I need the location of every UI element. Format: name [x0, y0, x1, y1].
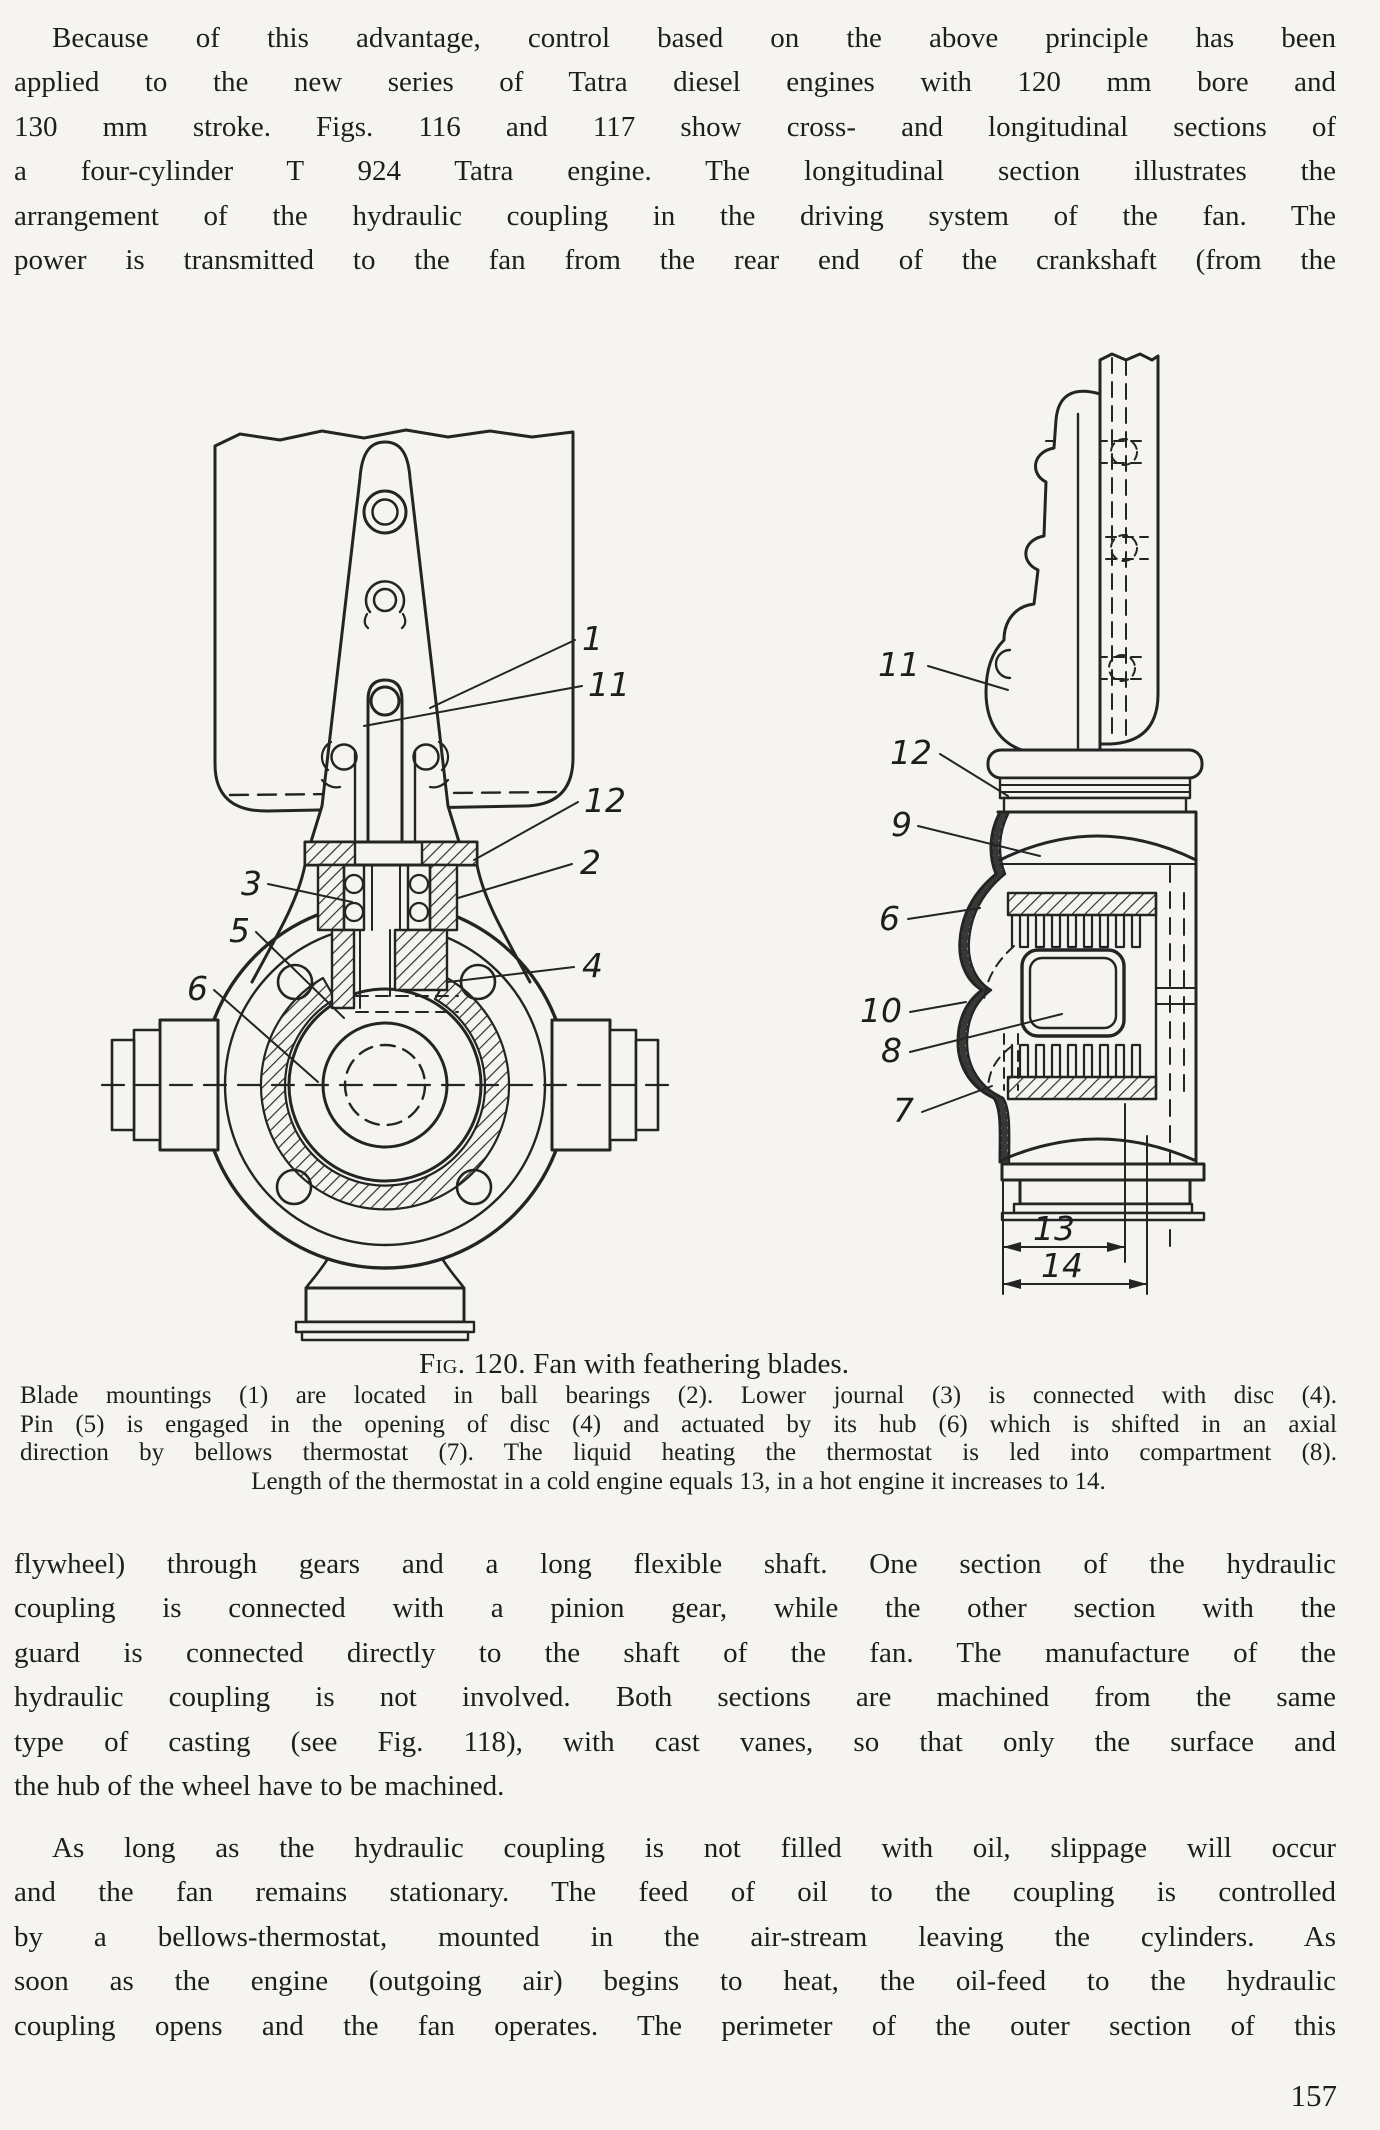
part-label-9: 9 [891, 805, 912, 844]
text-line: Pin (5) is engaged in the opening of disc (4) and actuated by its hub (6) which is shifted in an axial [20, 1410, 1337, 1438]
part-label-7: 7 [893, 1091, 914, 1130]
text-line: Because of this advantage, control based on the above principle has been [52, 22, 1336, 54]
text-line: arrangement of the hydraulic coupling in the driving system of the fan. The [14, 199, 1336, 232]
figure-cross-section-view [90, 415, 680, 1350]
text-line: coupling opens and the fan operates. The perimeter of the outer section of this [14, 2009, 1336, 2042]
text-line: hydraulic coupling is not involved. Both sections are machined from the same [14, 1681, 1336, 1714]
text-line: applied to the new series of Tatra diesel engines with 120 mm bore and [14, 66, 1336, 99]
part-label-12: 12 [584, 781, 626, 820]
text-line: As long as the hydraulic coupling is not filled with oil, slippage will occur [52, 1832, 1336, 1864]
part-label-6: 6 [187, 969, 208, 1008]
text-line: direction by bellows thermostat (7). The liquid heating the thermostat is led into compartment (8). [20, 1439, 1337, 1467]
text-line: and the fan remains stationary. The feed of oil to the coupling is controlled [14, 1876, 1336, 1909]
dimension-label-14: 14 [1041, 1246, 1083, 1285]
left-shaft-flange [112, 1020, 218, 1150]
text-line: guard is connected directly to the shaft of the fan. The manufacture of the [14, 1636, 1336, 1669]
figure-caption [14, 1348, 1254, 1381]
text-line: soon as the engine (outgoing air) begins to heat, the oil-feed to the hydraulic [14, 1965, 1336, 1998]
text-line: by a bellows-thermostat, mounted in the air-stream leaving the cylinders. As [14, 1920, 1336, 1953]
page-number: 157 [1290, 2078, 1337, 2113]
text-line: a four-cylinder T 924 Tatra engine. The longitudinal section illustrates the [14, 155, 1336, 188]
text-line: Length of the thermostat in a cold engine equals 13, in a hot engine it increases to 14. [251, 1467, 1106, 1495]
text-line: power is transmitted to the fan from the rear end of the crankshaft (from the [14, 244, 1336, 277]
figure-longitudinal-view [850, 330, 1304, 1305]
figure-title: Fan with feathering blades. [533, 1348, 849, 1380]
dimension-label-13: 13 [1033, 1209, 1075, 1248]
thermostat-compartment [1022, 950, 1124, 1036]
text-line: type of casting (see Fig. 118), with cast vanes, so that only the surface and [14, 1725, 1336, 1758]
diaphragm-shell [958, 814, 1018, 1162]
part-label-2: 2 [580, 843, 601, 882]
part-label-8: 8 [881, 1031, 902, 1070]
figure-caption-note [20, 1382, 1337, 1496]
text-line: the hub of the wheel have to be machined. [14, 1770, 505, 1803]
part-label-12: 12 [890, 733, 932, 772]
fan-blade-side [1100, 354, 1158, 744]
part-label-11: 11 [878, 645, 920, 684]
text-line: Blade mountings (1) are located in ball bearings (2). Lower journal (3) is connected with disc (4). [20, 1382, 1337, 1409]
hub-collar [988, 750, 1202, 778]
figure-number: Fig. 120. [419, 1348, 527, 1380]
blade-mounting-arm-side [986, 391, 1100, 750]
paragraph-bottom [14, 1826, 1336, 2048]
text-line: flywheel) through gears and a long flexible shaft. One section of the hydraulic [14, 1548, 1336, 1580]
part-label-1: 1 [582, 619, 603, 658]
hub-bottom-neck [296, 1260, 474, 1340]
part-label-4: 4 [582, 946, 603, 985]
text-line: coupling is connected with a pinion gear, while the other section with the [14, 1592, 1336, 1625]
text-line: 130 mm stroke. Figs. 116 and 117 show cross- and longitudinal sections of [14, 110, 1336, 143]
part-label-6: 6 [879, 899, 900, 938]
part-label-11: 11 [588, 665, 630, 704]
bellows-top [1012, 915, 1140, 947]
part-label-5: 5 [229, 911, 250, 950]
bellows-bottom [1012, 1045, 1140, 1077]
part-label-3: 3 [241, 864, 262, 903]
right-shaft-flange [552, 1020, 658, 1150]
part-label-10: 10 [860, 991, 902, 1030]
paragraph-top [14, 16, 1336, 282]
paragraph-middle [14, 1542, 1336, 1808]
